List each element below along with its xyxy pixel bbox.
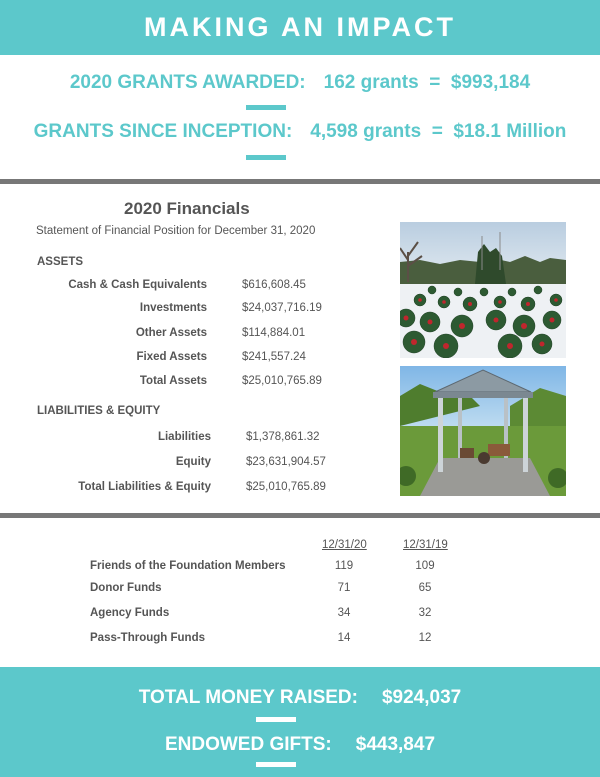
asset-label: Fixed Assets [136, 351, 207, 363]
stats-value-2020: 71 [337, 582, 351, 594]
gazebo-garden-photo [400, 366, 566, 496]
total-raised-line [0, 687, 600, 709]
grants-inception-value: 4,598 grants = $18.1 Million [310, 121, 567, 142]
asset-label: Cash & Cash Equivalents [68, 279, 207, 291]
accent-divider [256, 717, 296, 722]
stats-value-2019: 65 [418, 582, 432, 594]
grants-awarded-line [0, 72, 600, 94]
stats-value-2019: 12 [418, 632, 432, 644]
accent-divider [246, 155, 286, 160]
total-raised-label: TOTAL MONEY RAISED: [138, 687, 358, 708]
asset-label: Other Assets [135, 327, 207, 339]
endowed-gifts-line [0, 734, 600, 756]
financials-subtitle: Statement of Financial Position for December 31, 2020 [36, 225, 316, 237]
totals-banner [0, 667, 600, 777]
asset-label: Investments [139, 302, 207, 314]
liabilities-heading: LIABILITIES & EQUITY [37, 405, 161, 417]
stats-row-label: Pass-Through Funds [90, 632, 205, 644]
liability-label: Total Liabilities & Equity [78, 481, 211, 493]
section-divider [0, 179, 600, 184]
asset-value: $24,037,716.19 [242, 302, 322, 314]
grants-inception-label: GRANTS SINCE INCEPTION: [33, 121, 293, 142]
liability-value: $25,010,765.89 [246, 481, 326, 493]
asset-label: Total Assets [139, 375, 207, 387]
endowed-gifts-label: ENDOWED GIFTS: [164, 734, 332, 755]
accent-divider [246, 105, 286, 110]
section-divider [0, 513, 600, 518]
stats-value-2020: 119 [334, 560, 354, 572]
column-header-2019: 12/31/19 [403, 539, 448, 551]
asset-value: $114,884.01 [242, 327, 306, 339]
stats-value-2019: 109 [415, 560, 435, 572]
grants-inception-line [0, 121, 600, 143]
asset-value: $241,557.24 [242, 351, 306, 363]
total-raised-value: $924,037 [381, 687, 462, 708]
assets-heading: ASSETS [37, 256, 84, 268]
asset-value: $25,010,765.89 [242, 375, 322, 387]
stats-value-2020: 14 [337, 632, 351, 644]
grants-awarded-value: 162 grants = $993,184 [323, 72, 531, 93]
accent-divider [256, 762, 296, 767]
financials-title: 2020 Financials [124, 199, 250, 218]
stats-row-label: Friends of the Foundation Members [90, 560, 286, 572]
grants-awarded-label: 2020 GRANTS AWARDED: [69, 72, 306, 93]
page-title-banner [0, 0, 600, 55]
page-title: MAKING AN IMPACT [144, 12, 456, 42]
stats-value-2019: 32 [418, 607, 432, 619]
liability-value: $1,378,861.32 [246, 431, 320, 443]
liability-label: Liabilities [157, 431, 211, 443]
stats-row-label: Donor Funds [90, 582, 162, 594]
asset-value: $616,608.45 [242, 279, 306, 291]
cemetery-wreaths-photo [400, 222, 566, 358]
liability-label: Equity [175, 456, 211, 468]
endowed-gifts-value: $443,847 [355, 734, 436, 755]
column-header-2020: 12/31/20 [322, 539, 367, 551]
stats-row-label: Agency Funds [90, 607, 170, 619]
liability-value: $23,631,904.57 [246, 456, 326, 468]
stats-value-2020: 34 [337, 607, 351, 619]
